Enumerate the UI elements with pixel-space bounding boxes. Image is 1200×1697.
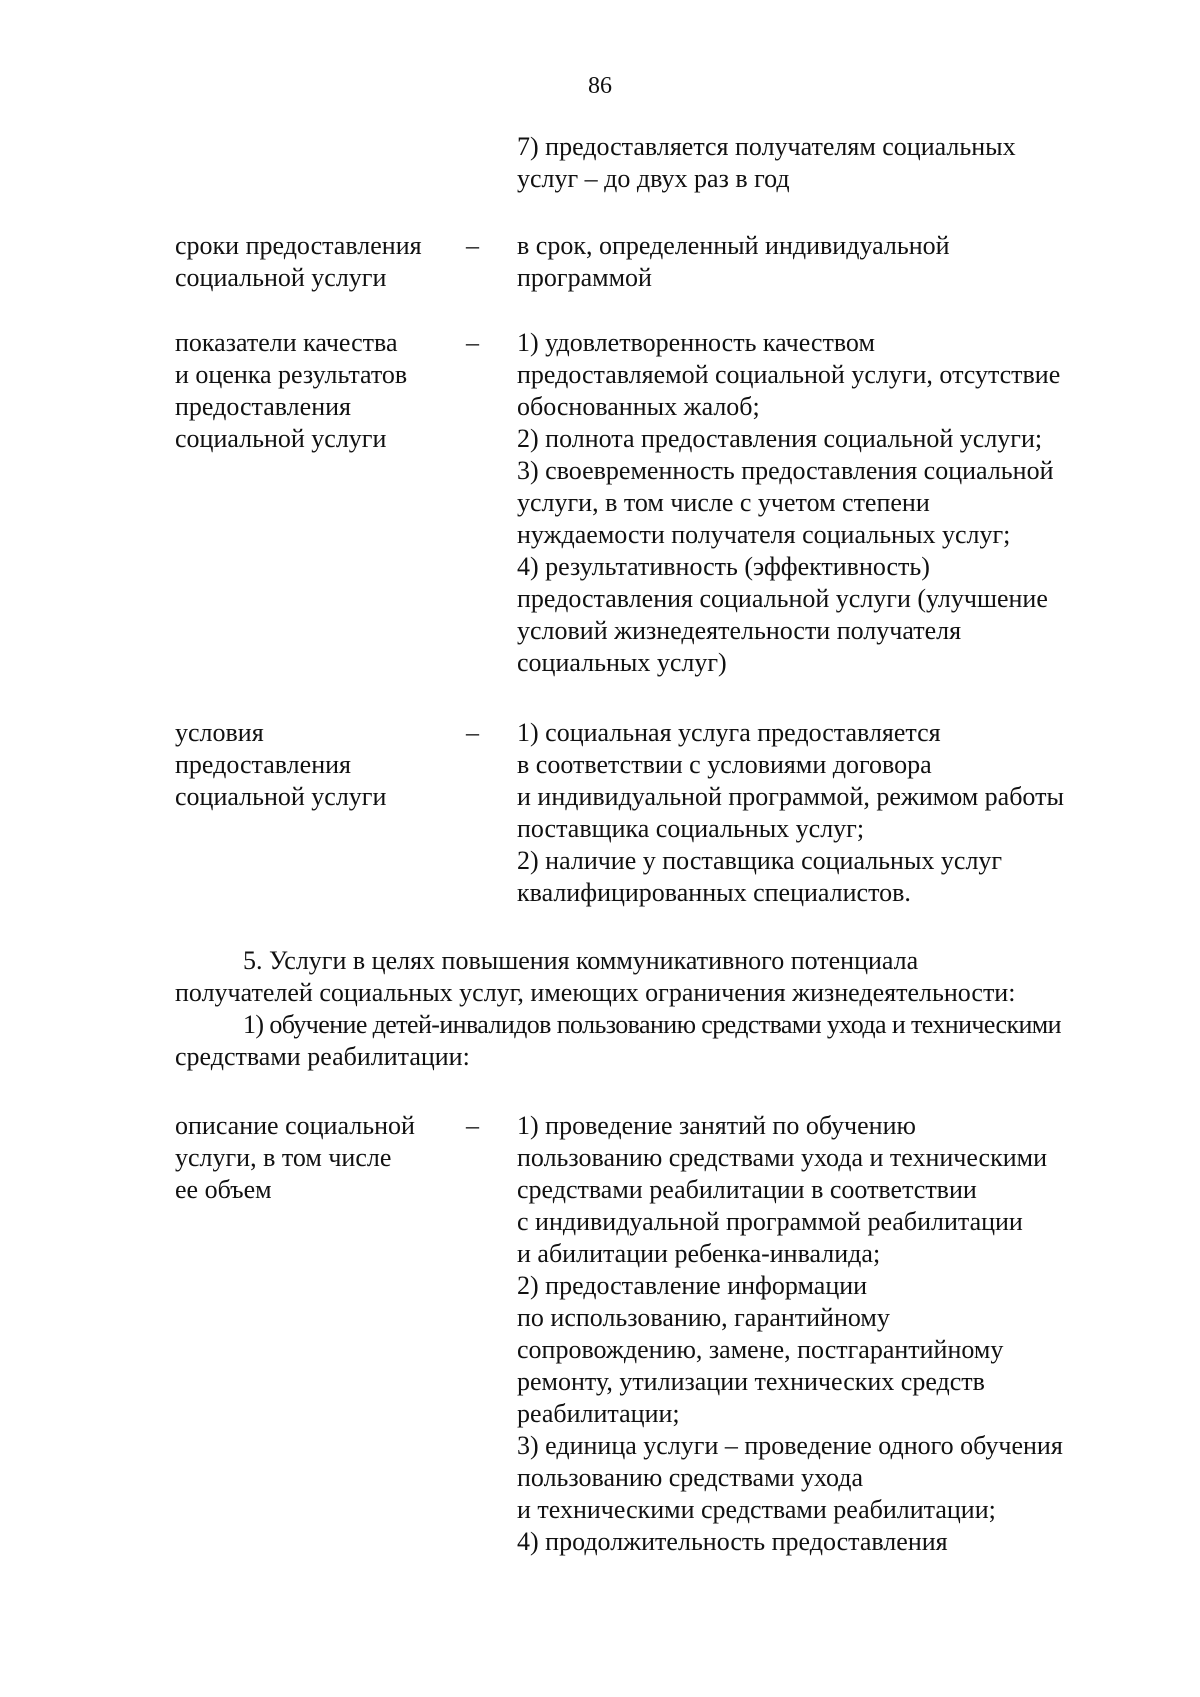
row-value-line: пользованию средствами ухода [517,1463,863,1492]
row-label-line: сроки предоставления [175,231,422,260]
row-value-line: средствами реабилитации в соответствии [517,1175,977,1204]
row-label-line: условия [175,718,264,747]
intro-line: услуг – до двух раз в год [517,164,790,193]
row-dash: – [466,1111,479,1140]
row-value-line: 4) продолжительность предоставления [517,1527,948,1556]
row-value-line: 1) удовлетворенность качеством [517,328,875,357]
section-heading-line: 5. Услуги в целях повышения коммуникативного потенциала [243,946,919,975]
row-value-line: предоставляемой социальной услуги, отсутствие [517,360,1061,389]
row-value-line: по использованию, гарантийному [517,1303,890,1332]
row-value-line: 3) своевременность предоставления социальной [517,456,1054,485]
row-value-line: в срок, определенный индивидуальной [517,231,950,260]
row-value-line: поставщика социальных услуг; [517,814,865,843]
row-value-line: ремонту, утилизации технических средств [517,1367,985,1396]
row-value-line: и абилитации ребенка-инвалида; [517,1239,881,1268]
row-value-line: 3) единица услуги – проведение одного обучения [517,1431,1063,1460]
row-label-line: показатели качества [175,328,398,357]
row-value-line: реабилитации; [517,1399,680,1428]
row-label-line: ее объем [175,1175,272,1204]
row-dash: – [466,231,479,260]
intro-line: 7) предоставляется получателям социальных [517,132,1016,161]
row-value-line: 2) наличие у поставщика социальных услуг [517,846,1003,875]
row-value-line: квалифицированных специалистов. [517,878,911,907]
row-value-line: 1) проведение занятий по обучению [517,1111,916,1140]
section-subheading-line: средствами реабилитации: [175,1042,470,1071]
row-value-line: нуждаемости получателя социальных услуг; [517,520,1011,549]
row-dash: – [466,328,479,357]
row-value-line: услуги, в том числе с учетом степени [517,488,930,517]
row-label-line: услуги, в том числе [175,1143,392,1172]
row-value-line: 2) предоставление информации [517,1271,868,1300]
section-subheading-line: 1) обучение детей-инвалидов пользованию средствами ухода и техническими [243,1010,1061,1039]
row-value-line: 1) социальная услуга предоставляется [517,718,941,747]
row-value-line: условий жизнедеятельности получателя [517,616,962,645]
row-value-line: с индивидуальной программой реабилитации [517,1207,1023,1236]
row-value-line: и индивидуальной программой, режимом работы [517,782,1064,811]
row-value-line: социальных услуг) [517,648,727,677]
row-value-line: и техническими средствами реабилитации; [517,1495,996,1524]
row-value-line: сопровождению, замене, постгарантийному [517,1335,1004,1364]
row-dash: – [466,718,479,747]
row-label-line: описание социальной [175,1111,415,1140]
row-value-line: 2) полнота предоставления социальной услуги; [517,424,1043,453]
row-label-line: социальной услуги [175,782,387,811]
section-heading-line: получателей социальных услуг, имеющих ограничения жизнедеятельности: [175,978,1016,1007]
row-label-line: и оценка результатов [175,360,408,389]
row-label-line: предоставления [175,750,351,779]
row-label-line: социальной услуги [175,263,387,292]
row-label-line: предоставления [175,392,351,421]
row-value-line: 4) результативность (эффективность) [517,552,930,581]
row-value-line: в соответствии с условиями договора [517,750,932,779]
row-label-line: социальной услуги [175,424,387,453]
row-value-line: программой [517,263,652,292]
page-number: 86 [588,73,612,99]
row-value-line: пользованию средствами ухода и техническими [517,1143,1048,1172]
row-value-line: обоснованных жалоб; [517,392,760,421]
row-value-line: предоставления социальной услуги (улучшение [517,584,1048,613]
